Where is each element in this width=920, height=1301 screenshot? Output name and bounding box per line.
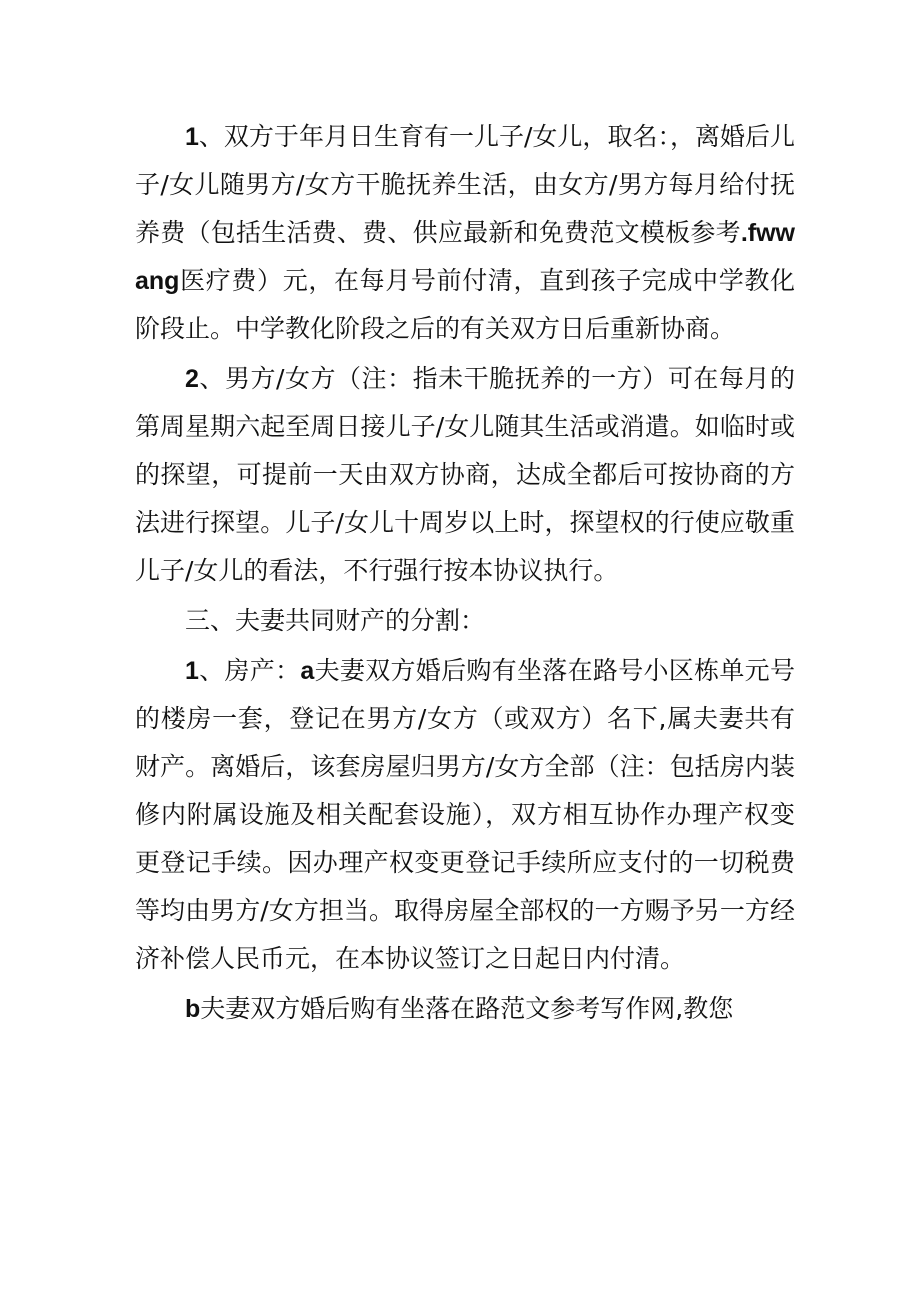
sub-item-letter: a: [300, 657, 315, 685]
item-number: 1: [185, 123, 199, 151]
item-number: 1: [185, 657, 199, 685]
section-heading-text: 三、夫妻共同财产的分割：: [185, 606, 486, 635]
section-heading-property: [135, 597, 795, 645]
paragraph-real-estate: [135, 647, 795, 983]
paragraph-child-custody: [135, 113, 795, 353]
paragraph-text: 、男方/女方（注：指未干脆抚养的一方）可在每月的第周星期六起至周日接儿子/女儿随其生活或消遣。如临时或的探望，可提前一天由双方协商，达成全都后可按协商的方法进行探望。儿子/女儿十周岁以上时，探望权的行使应敬重儿子/女儿的看法，不行强行按本协议执行。: [135, 364, 795, 585]
paragraph-text: 、房产：: [198, 656, 301, 685]
inline-latin-text: .fwwang: [135, 219, 795, 295]
document-body: [135, 113, 795, 1033]
paragraph-real-estate-b: [135, 985, 795, 1033]
paragraph-visitation: [135, 355, 795, 595]
paragraph-text-tail: 医疗费）元，在每月号前付清，直到孩子完成中学教化阶段止。中学教化阶段之后的有关双方日后重新协商。: [135, 266, 795, 343]
sub-item-letter: b: [185, 995, 201, 1023]
paragraph-text-tail: 夫妻双方婚后购有坐落在路号小区栋单元号的楼房一套，登记在男方/女方（或双方）名下,属夫妻共有财产。离婚后，该套房屋归男方/女方全部（注：包括房内装修内附属设施及相关配套设施），双方相互协作办理产权变更登记手续。因办理产权变更登记手续所应支付的一切税费等均由男方/女方担当。取得房屋全部权的一方赐予另一方经济补偿人民币元，在本协议签订之日起日内付清。: [135, 656, 795, 973]
paragraph-text-tail: 夫妻双方婚后购有坐落在路范文参考写作网,教您: [200, 994, 734, 1023]
item-number: 2: [185, 365, 199, 393]
paragraph-text: 、双方于年月日生育有一儿子/女儿，取名：，离婚后儿子/女儿随男方/女方干脆抚养生活，由女方/男方每月给付抚养费（包括生活费、费、供应最新和免费范文模板参考: [135, 122, 795, 247]
